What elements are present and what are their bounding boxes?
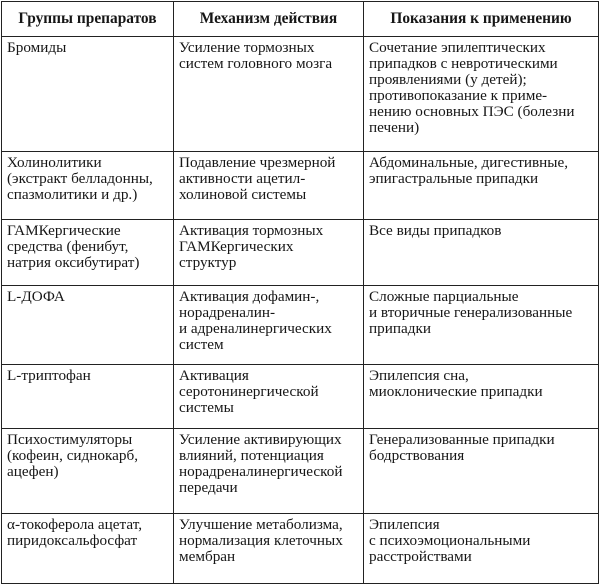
- cell-mechanism: Активация серотонинергической системы: [174, 365, 364, 429]
- cell-group: Холинолитики (экстракт белладонны, спазмолитики и др.): [2, 152, 174, 220]
- cell-indications: Эпилепсия сна, миоклонические припадки: [364, 365, 599, 429]
- cell-mechanism: Подавление чрезмерной активности ацетил- холиновой системы: [174, 152, 364, 220]
- table-row: [2, 429, 599, 514]
- table-header-row: [2, 2, 599, 37]
- cell-mechanism: Усиление тормозных систем головного мозга: [174, 37, 364, 152]
- cell-mechanism: Активация тормозных ГАМКергических структур: [174, 220, 364, 286]
- document-page: [1, 1, 598, 580]
- cell-indications: Генерализованные припадки бодрствования: [364, 429, 599, 514]
- table-row: [2, 37, 599, 152]
- cell-mechanism: Улучшение метаболизма, нормализация клеточных мембран: [174, 514, 364, 584]
- table-row: [2, 286, 599, 365]
- cell-indications: Абдоминальные, дигестивные, эпигастральные припадки: [364, 152, 599, 220]
- header-indications: Показания к применению: [364, 2, 599, 37]
- table-row: [2, 514, 599, 584]
- table-row: [2, 365, 599, 429]
- cell-group: Психостимуляторы (кофеин, сиднокарб, ацефен): [2, 429, 174, 514]
- cell-indications: Все виды припадков: [364, 220, 599, 286]
- cell-mechanism: Усиление активирующих влияний, потенциация норадреналинергической передачи: [174, 429, 364, 514]
- cell-indications: Сложные парциальные и вторичные генерализованные припадки: [364, 286, 599, 365]
- cell-group: α-токоферола ацетат, пиридоксальфосфат: [2, 514, 174, 584]
- cell-indications: Сочетание эпилептических припадков с невротическими проявлениями (у детей); противопоказание к приме- нению основных ПЭС (болезни печени): [364, 37, 599, 152]
- header-groups: Группы препаратов: [2, 2, 174, 37]
- table-row: [2, 152, 599, 220]
- cell-group: ГАМКергические средства (фенибут, натрия оксибутират): [2, 220, 174, 286]
- table-row: [2, 220, 599, 286]
- header-mechanism: Механизм действия: [174, 2, 364, 37]
- cell-group: Бромиды: [2, 37, 174, 152]
- drug-groups-table: [1, 1, 599, 584]
- cell-mechanism: Активация дофамин-, норадреналин- и адреналинергических систем: [174, 286, 364, 365]
- cell-group: L-триптофан: [2, 365, 174, 429]
- cell-indications: Эпилепсия с психоэмоциональными расстройствами: [364, 514, 599, 584]
- cell-group: L-ДОФА: [2, 286, 174, 365]
